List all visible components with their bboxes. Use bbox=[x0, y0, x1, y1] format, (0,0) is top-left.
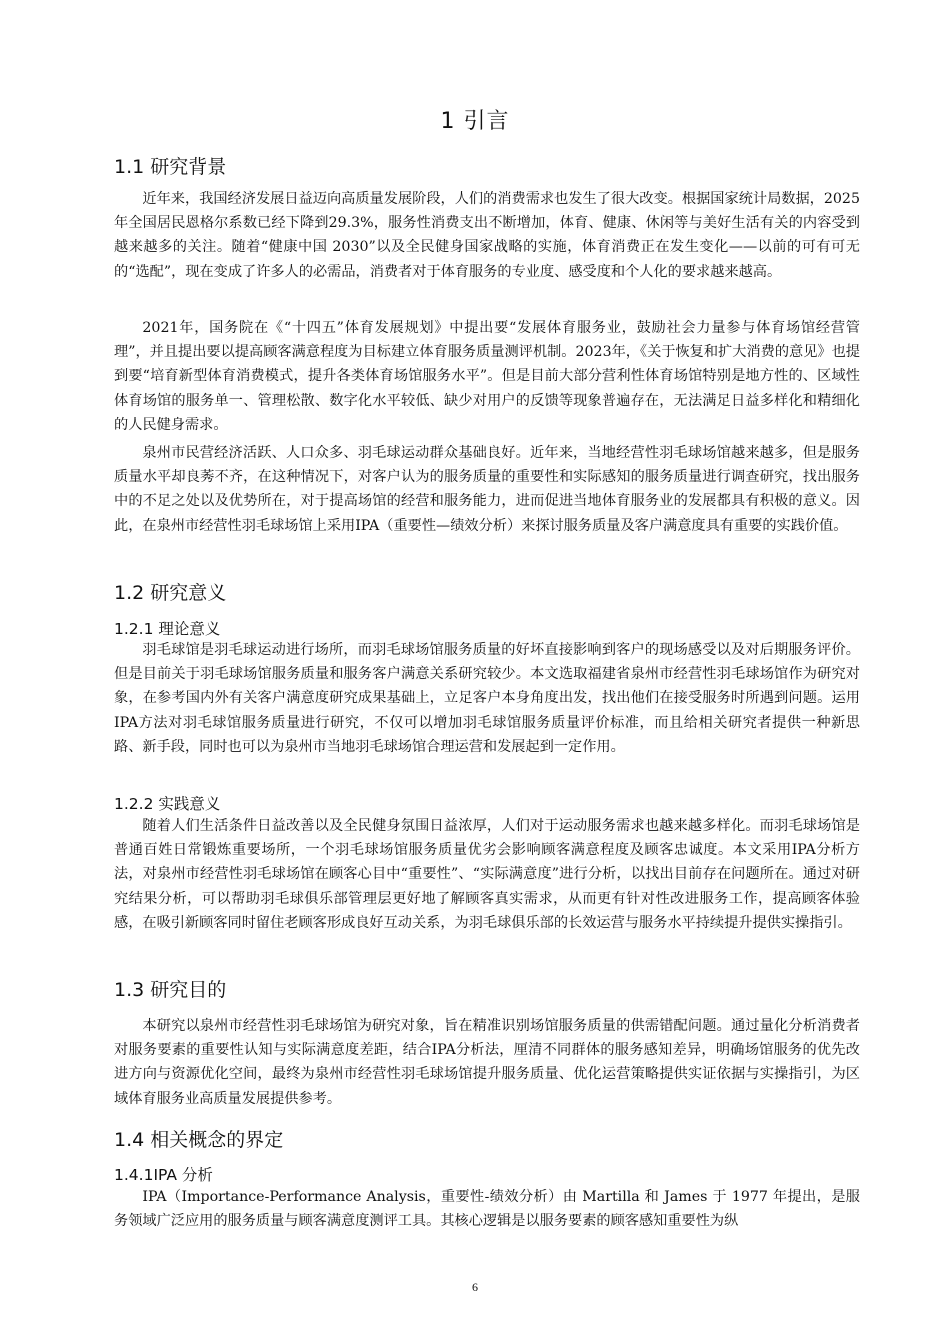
page-number: 6 bbox=[472, 1280, 478, 1294]
section-heading-1-4: 1.4 相关概念的界定 bbox=[114, 1129, 284, 1151]
paragraph-1-1-c: 泉州市民营经济活跃、人口众多、羽毛球运动群众基础良好。近年来，当地经营性羽毛球场馆越来越多，但是服务质量水平却良莠不齐，在这种情况下，对客户认为的服务质量的重要性和实际感知的服务质量进行调查研究，找出服务中的不足之处以及优势所在，对于提高场馆的经营和服务能力，进而促进当地体育服务业的发展都具有积极的意义。因此，在泉州市经营性羽毛球场馆上采用IPA（重要性—绩效分析）来探讨服务质量及客户满意度具有重要的实践价值。 bbox=[114, 445, 860, 534]
paragraph-1-2-2: 随着人们生活条件日益改善以及全民健身氛围日益浓厚，人们对于运动服务需求也越来越多样化。而羽毛球场馆是普通百姓日常锻炼重要场所，一个羽毛球场馆服务质量优劣会影响顾客满意程度及顾客忠诚度。本文采用IPA分析方法，对泉州市经营性羽毛球场馆在顾客心目中“重要性”、“实际满意度”进行分析，以找出目前存在问题所在。通过对研究结果分析，可以帮助羽毛球俱乐部管理层更好地了解顾客真实需求，从而更有针对性改进服务工作，提高顾客体验感，在吸引新顾客同时留住老顾客形成良好互动关系，为羽毛球俱乐部的长效运营与服务水平持续提升提供实操指引。 bbox=[114, 818, 860, 931]
section-heading-1-2: 1.2 研究意义 bbox=[114, 582, 227, 604]
subsection-heading-1-4-1: 1.4.1IPA 分析 bbox=[114, 1166, 213, 1184]
section-heading-1-1: 1.1 研究背景 bbox=[114, 156, 227, 178]
paragraph-1-1-b: 2021年，国务院在《“十四五”体育发展规划》中提出要“发展体育服务业，鼓励社会力量参与体育场馆经营管理”，并且提出要以提高顾客满意程度为目标建立体育服务质量测评机制。2023年，《关于恢复和扩大消费的意见》也提到要“培育新型体育消费模式，提升各类体育场馆服务水平”。但是目前大部分营利性体育场馆特别是地方性的、区域性体育场馆的服务单一、管理松散、数字化水平较低、缺少对用户的反馈等现象普遍存在，无法满足日益多样化和精细化的人民健身需求。 bbox=[114, 320, 860, 433]
chapter-title: 1 引言 bbox=[440, 109, 510, 134]
subsection-heading-1-2-2: 1.2.2 实践意义 bbox=[114, 795, 221, 813]
section-heading-1-3: 1.3 研究目的 bbox=[114, 979, 227, 1001]
paragraph-1-3: 本研究以泉州市经营性羽毛球场馆为研究对象，旨在精准识别场馆服务质量的供需错配问题。通过量化分析消费者对服务要素的重要性认知与实际满意度差距，结合IPA分析法，厘清不同群体的服务感知差异，明确场馆服务的优先改进方向与资源优化空间，最终为泉州市经营性羽毛球场馆提升服务质量、优化运营策略提供实证依据与实操指引，为区域体育服务业高质量发展提供参考。 bbox=[114, 1018, 860, 1107]
subsection-heading-1-2-1: 1.2.1 理论意义 bbox=[114, 620, 221, 638]
paragraph-1-1-a: 近年来，我国经济发展日益迈向高质量发展阶段，人们的消费需求也发生了很大改变。根据国家统计局数据，2025年全国居民恩格尔系数已经下降到29.3%，服务性消费支出不断增加，体育、健康、休闲等与美好生活有关的内容受到越来越多的关注。随着“健康中国 2030”以及全民健身国家战略的实施，体育消费正在发生变化——以前的可有可无的“选配”，现在变成了许多人的必需品，消费者对于体育服务的专业度、感受度和个人化的要求越来越高。 bbox=[114, 191, 860, 280]
paragraph-1-4-1: IPA（Importance-Performance Analysis，重要性-绩效分析）由 Martilla 和 James 于 1977 年提出，是服务领域广泛应用的服务质量与顾客满意度测评工具。其核心逻辑是以服务要素的顾客感知重要性为纵 bbox=[114, 1189, 860, 1230]
paragraph-1-2-1: 羽毛球馆是羽毛球运动进行场所，而羽毛球场馆服务质量的好坏直接影响到客户的现场感受以及对后期服务评价。但是目前关于羽毛球场馆服务质量和服务客户满意关系研究较少。本文选取福建省泉州市经营性羽毛球场馆作为研究对象，在参考国内外有关客户满意度研究成果基础上，立足客户本身角度出发，找出他们在接受服务时所遇到问题。运用IPA方法对羽毛球馆服务质量进行研究，不仅可以增加羽毛球馆服务质量评价标准，而且给相关研究者提供一种新思路、新手段，同时也可以为泉州市当地羽毛球场馆合理运营和发展起到一定作用。 bbox=[114, 642, 860, 755]
